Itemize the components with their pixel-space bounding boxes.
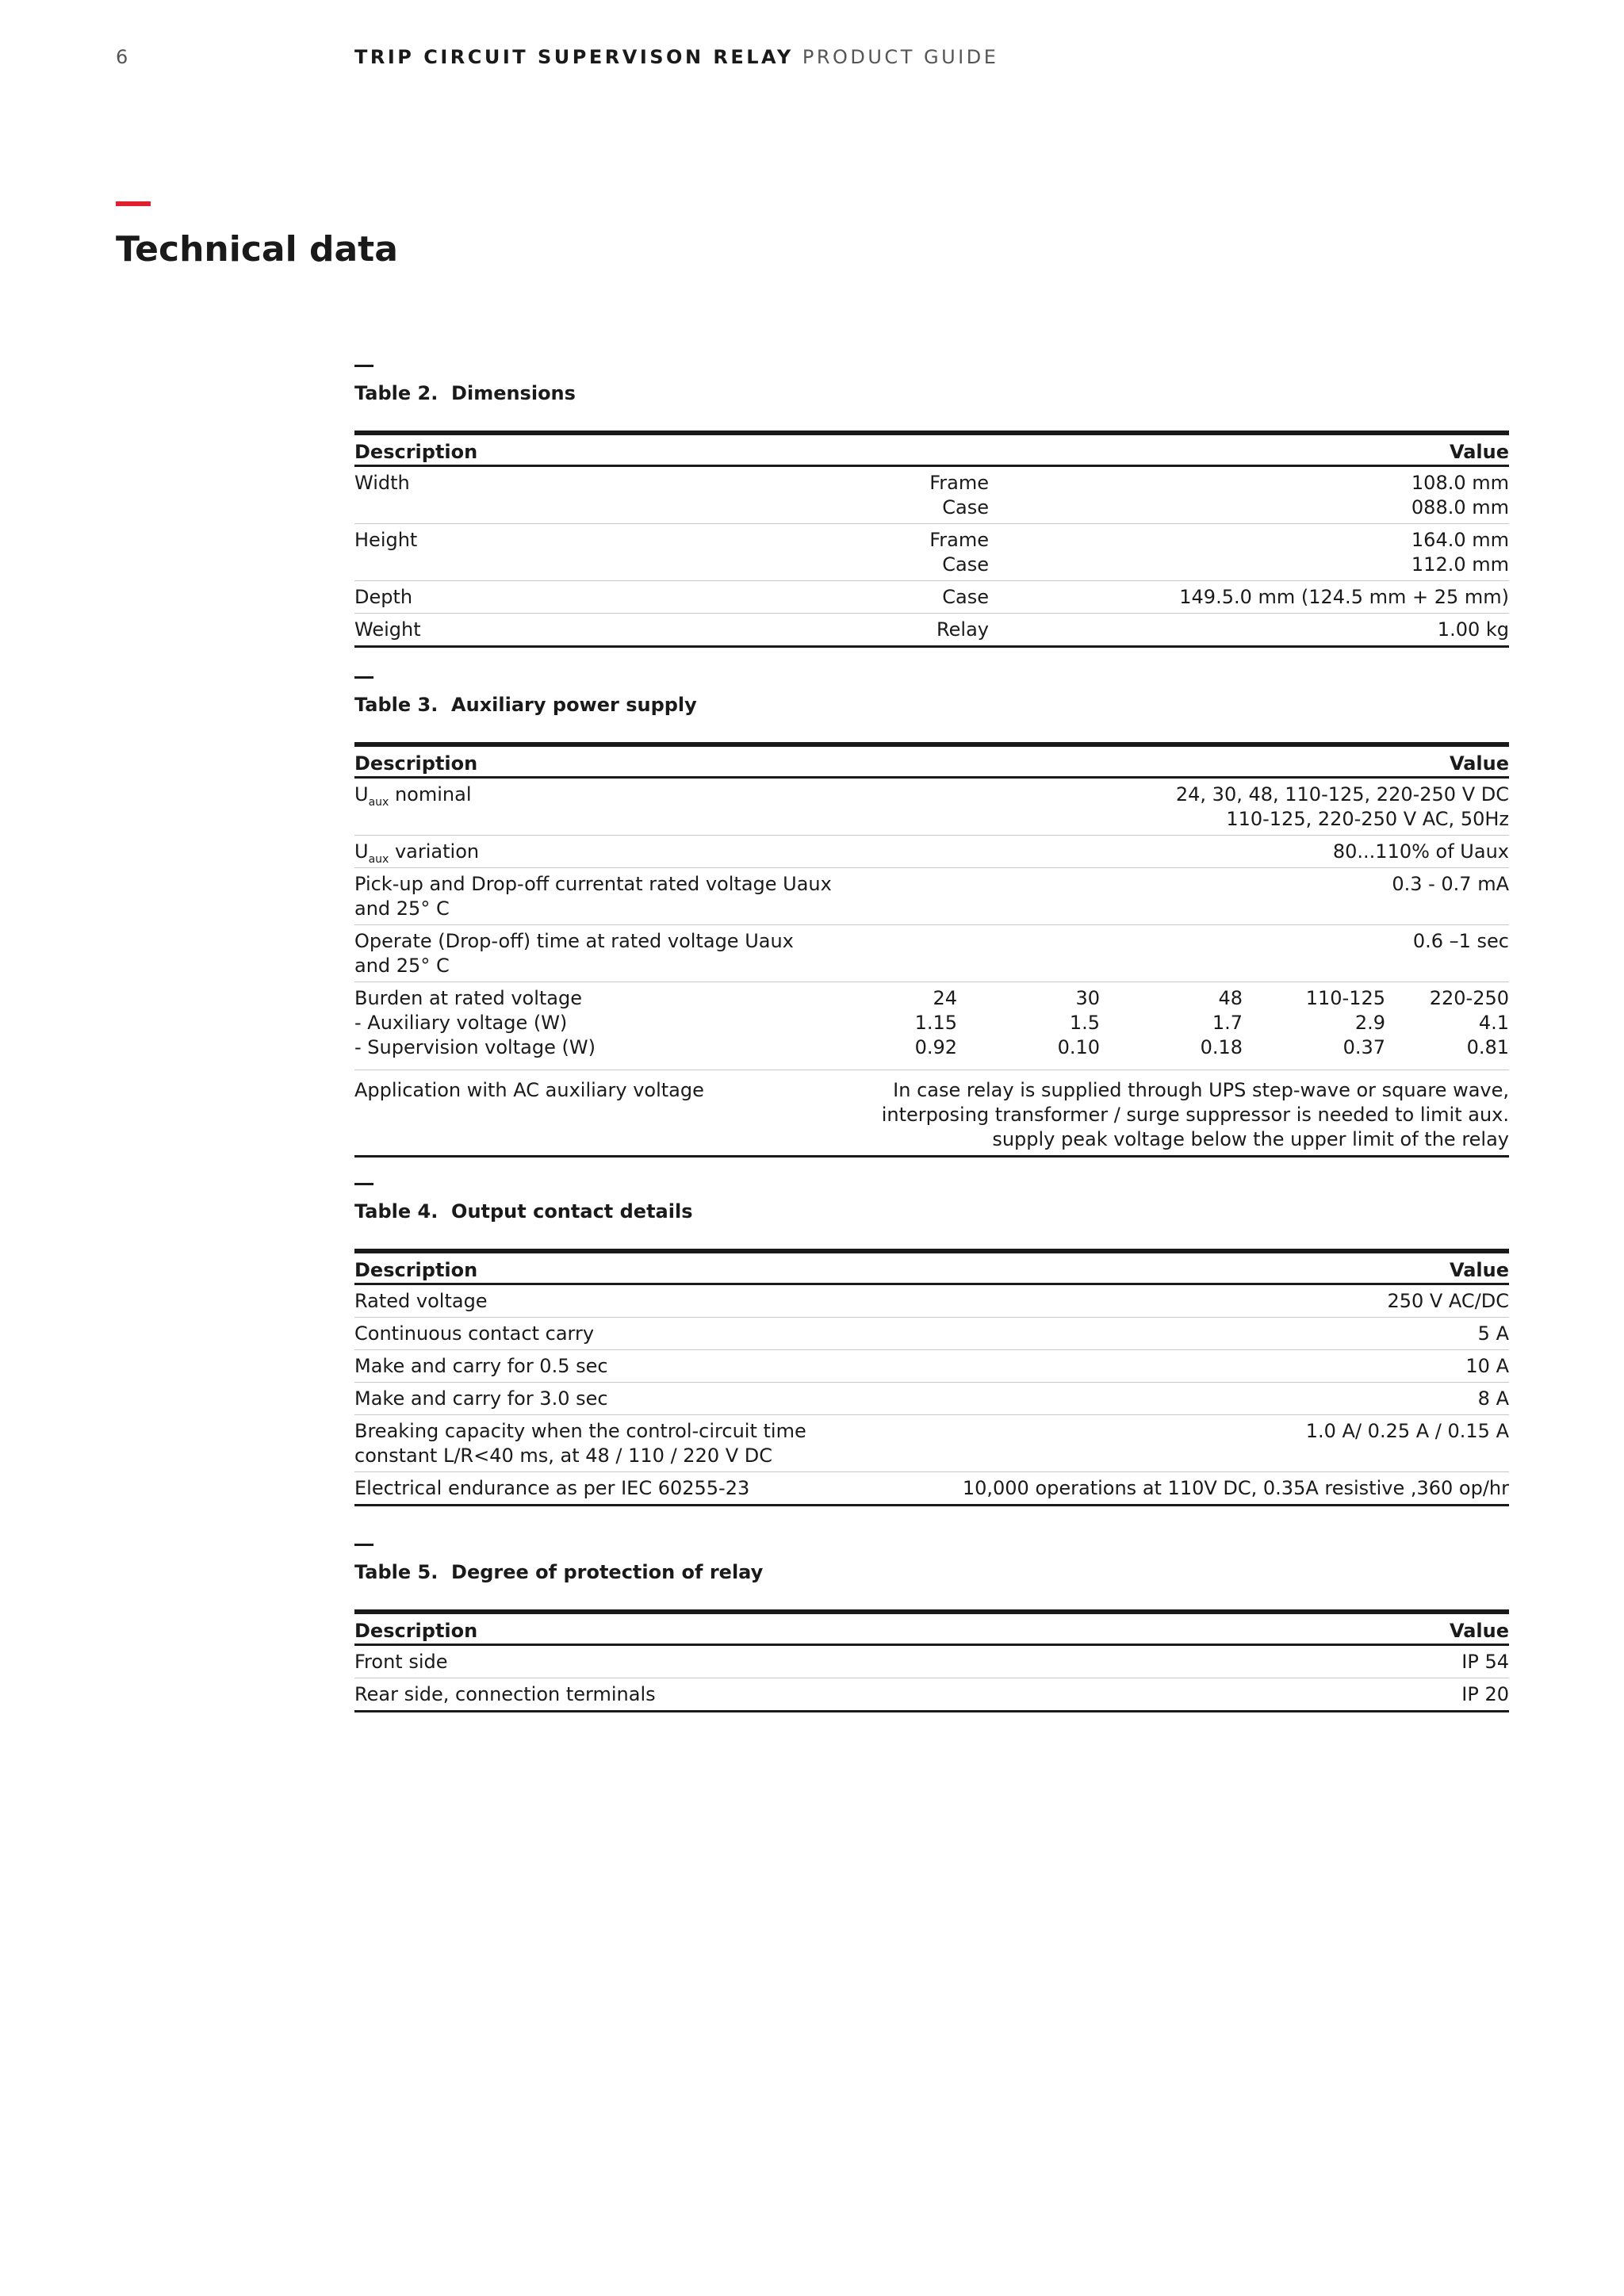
table-row	[354, 836, 1509, 868]
table-row	[354, 982, 1509, 1070]
table-caption: Table 3. Auxiliary power supply	[354, 694, 697, 716]
row-label: Depth	[354, 581, 830, 614]
table-row	[354, 1383, 1509, 1415]
table-row	[354, 1070, 1509, 1157]
table-degree-of-protection	[354, 1544, 1509, 1712]
row-value: 0.3 - 0.7 mA	[862, 868, 1509, 925]
row-label: Breaking capacity when the control-circuit time constant L/R<40 ms, at 48 / 110 / 220 V DC	[354, 1415, 963, 1472]
table-row	[354, 1415, 1509, 1472]
output-contact-table	[354, 1249, 1509, 1506]
table-caption: Table 2. Dimensions	[354, 382, 576, 404]
row-value: 80...110% of Uaux	[862, 836, 1509, 868]
row-label: Pick-up and Drop-off currentat rated voltage Uaux and 25° C	[354, 868, 862, 925]
column-header-description: Description	[354, 433, 830, 466]
table-row	[354, 868, 1509, 925]
table-row	[354, 1318, 1509, 1350]
table-header-row	[354, 744, 1509, 778]
row-label: Application with AC auxiliary voltage	[354, 1070, 862, 1157]
row-label: Height	[354, 524, 830, 581]
table-header-row	[354, 1612, 1509, 1645]
table-row	[354, 1645, 1509, 1678]
burden-column: 110-125 2.9 0.37	[1243, 982, 1385, 1070]
section-accent-dash	[116, 201, 151, 206]
row-value: In case relay is supplied through UPS step-wave or square wave, interposing transformer / surge suppressor is needed to limit aux. supply peak voltage below the upper limit of the relay	[862, 1070, 1509, 1157]
table-row	[354, 614, 1509, 647]
table-caption-dash	[354, 1544, 373, 1546]
auxiliary-power-table	[354, 742, 1509, 1158]
burden-column: 220-250 4.1 0.81	[1385, 982, 1509, 1070]
table-row	[354, 1350, 1509, 1383]
row-label: Electrical endurance as per IEC 60255-23	[354, 1472, 963, 1506]
table-row	[354, 1678, 1509, 1712]
dimensions-table	[354, 430, 1509, 648]
burden-column: 24 1.15 0.92	[862, 982, 957, 1070]
table-output-contact	[354, 1183, 1509, 1506]
row-value: 10 A	[963, 1350, 1509, 1383]
section-title: Technical data	[116, 229, 398, 270]
row-label: Operate (Drop-off) time at rated voltage Uaux and 25° C	[354, 925, 862, 982]
burden-column: 48 1.7 0.18	[1100, 982, 1243, 1070]
row-value: 108.0 mm 088.0 mm	[989, 466, 1509, 524]
column-header-description: Description	[354, 1612, 973, 1645]
row-part: Relay	[830, 614, 989, 647]
column-header-description: Description	[354, 1251, 963, 1284]
row-value: 164.0 mm 112.0 mm	[989, 524, 1509, 581]
table-auxiliary-power	[354, 676, 1509, 1158]
row-value: 1.0 A/ 0.25 A / 0.15 A	[963, 1415, 1509, 1472]
row-value: 0.6 –1 sec	[862, 925, 1509, 982]
header-title-light: PRODUCT GUIDE	[802, 46, 999, 68]
table-row	[354, 778, 1509, 836]
row-label: Burden at rated voltage - Auxiliary voltage (W) - Supervision voltage (W)	[354, 982, 862, 1070]
column-header-value: Value	[989, 433, 1509, 466]
column-header-value: Value	[963, 1251, 1509, 1284]
column-header-description: Description	[354, 744, 1100, 778]
table-row	[354, 581, 1509, 614]
table-row	[354, 466, 1509, 524]
table-caption-dash	[354, 365, 373, 367]
row-value: IP 54	[973, 1645, 1509, 1678]
table-caption: Table 5. Degree of protection of relay	[354, 1561, 764, 1583]
page-number: 6	[116, 46, 129, 68]
column-header-value: Value	[973, 1612, 1509, 1645]
row-value: 5 A	[963, 1318, 1509, 1350]
table-caption: Table 4. Output contact details	[354, 1200, 693, 1223]
row-value: IP 20	[973, 1678, 1509, 1712]
row-label: $U_{aux}$ nominal	[354, 778, 862, 836]
table-row	[354, 524, 1509, 581]
burden-column: 30 1.5 0.10	[957, 982, 1100, 1070]
row-value: 8 A	[963, 1383, 1509, 1415]
column-header-value: Value	[1100, 744, 1509, 778]
table-header-row	[354, 1251, 1509, 1284]
row-label: Width	[354, 466, 830, 524]
row-label: Continuous contact carry	[354, 1318, 963, 1350]
row-part: Frame Case	[830, 466, 989, 524]
table-row	[354, 1472, 1509, 1506]
table-caption-dash	[354, 1183, 373, 1185]
row-value: 24, 30, 48, 110-125, 220-250 V DC 110-125, 220-250 V AC, 50Hz	[862, 778, 1509, 836]
row-part: Frame Case	[830, 524, 989, 581]
row-part: Case	[830, 581, 989, 614]
header-title-bold: TRIP CIRCUIT SUPERVISON RELAY	[354, 46, 794, 68]
table-header-row	[354, 433, 1509, 466]
table-dimensions	[354, 365, 1509, 648]
table-row	[354, 1284, 1509, 1318]
row-label: Front side	[354, 1645, 973, 1678]
row-label: Make and carry for 0.5 sec	[354, 1350, 963, 1383]
table-row	[354, 925, 1509, 982]
row-label: Make and carry for 3.0 sec	[354, 1383, 963, 1415]
row-label: $U_{aux}$ variation	[354, 836, 862, 868]
protection-table	[354, 1609, 1509, 1712]
row-label: Weight	[354, 614, 830, 647]
row-label: Rated voltage	[354, 1284, 963, 1318]
row-value: 250 V AC/DC	[963, 1284, 1509, 1318]
running-header	[354, 46, 998, 68]
row-value: 149.5.0 mm (124.5 mm + 25 mm)	[989, 581, 1509, 614]
row-label: Rear side, connection terminals	[354, 1678, 973, 1712]
row-value: 10,000 operations at 110V DC, 0.35A resistive ,360 op/hr	[963, 1472, 1509, 1506]
table-caption-dash	[354, 676, 373, 679]
row-value: 1.00 kg	[989, 614, 1509, 647]
